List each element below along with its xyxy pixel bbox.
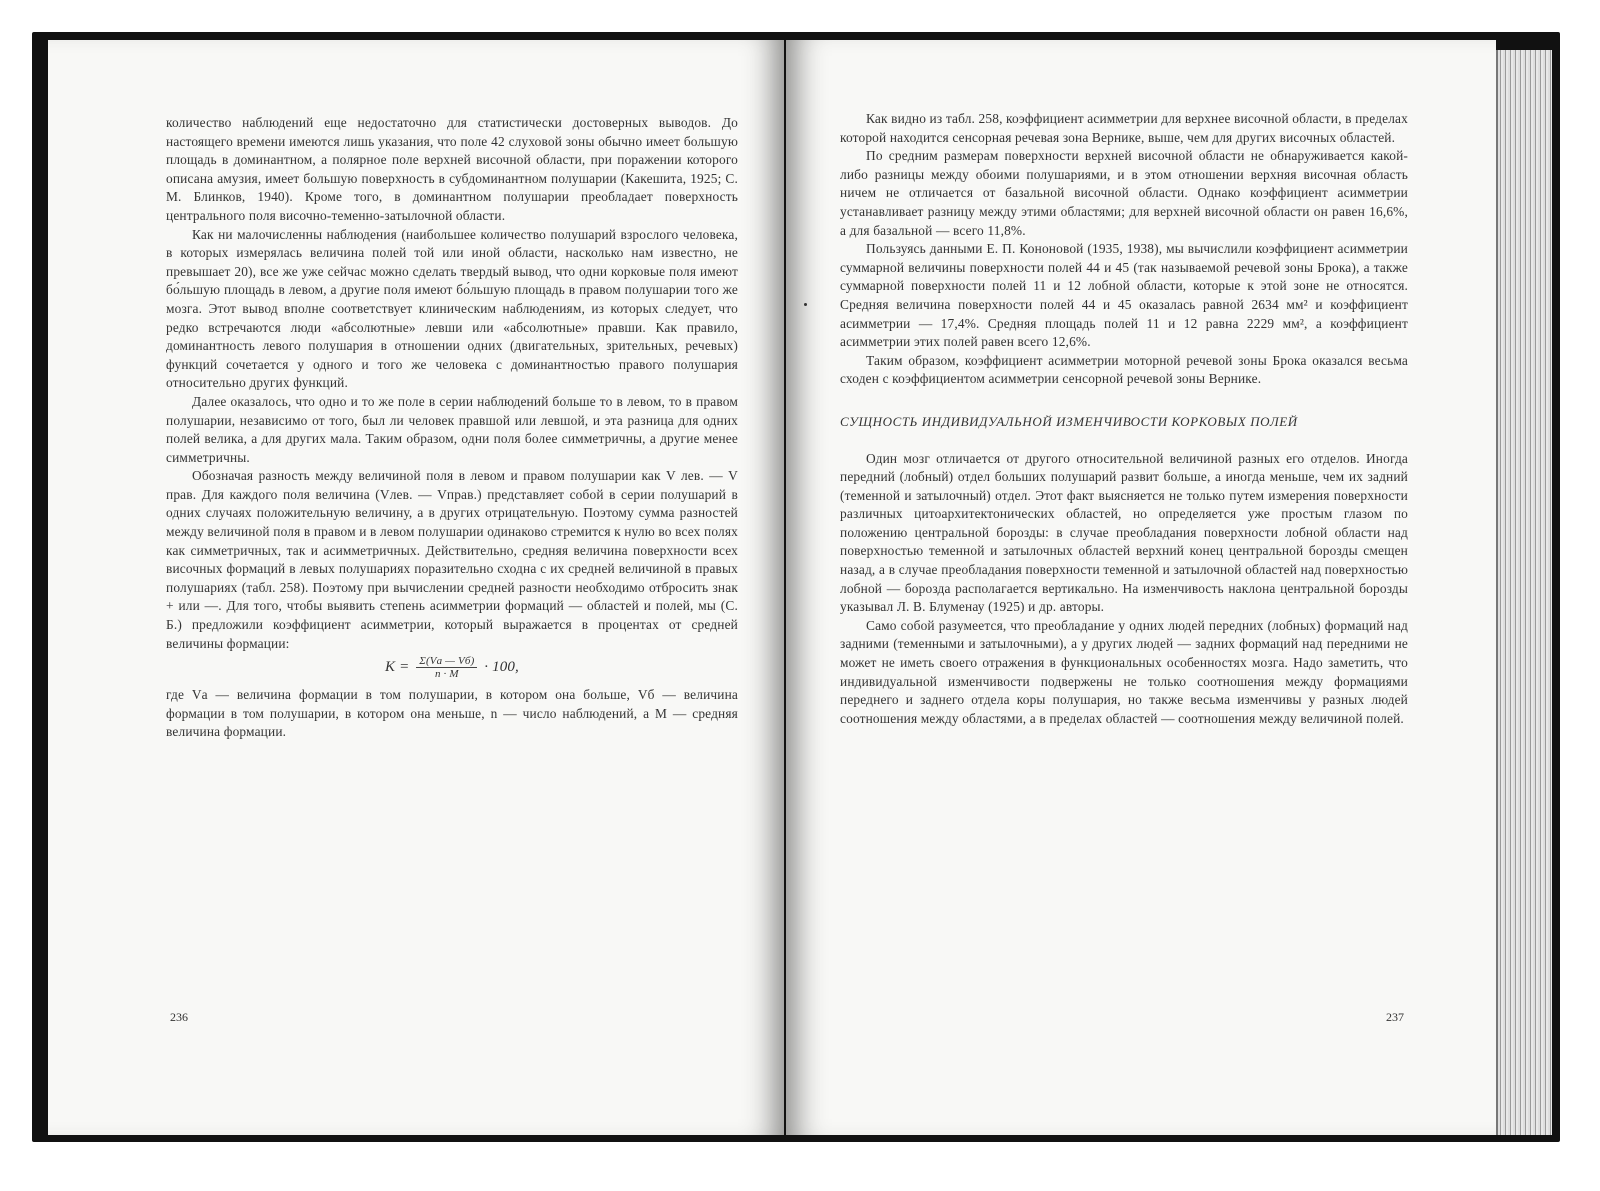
left-page-number: 236 xyxy=(170,1010,188,1024)
right-paragraph-1: Как видно из табл. 258, коэффициент асимметрии для верхнее височной области, в пределах которой находится сенсорная речевая зона Вернике, выше, чем для других височных областей. xyxy=(840,111,1408,145)
section-heading: СУЩНОСТЬ ИНДИВИДУАЛЬНОЙ ИЗМЕНЧИВОСТИ КОРКОВЫХ ПОЛЕЙ xyxy=(840,413,1298,429)
right-paragraph-4: Таким образом, коэффициент асимметрии моторной речевой зоны Брока оказался весьма сходен с коэффициентом асимметрии сенсорной речевой зоны Вернике. xyxy=(840,352,1408,387)
right-paragraph-3: Пользуясь данными Е. П. Кононовой (1935, 1938), мы вычислили коэффициент асимметрии суммарной величины поверхности полей 44 и 45 (так называемой речевой зоны Брока), а также суммарной поверхности полей 11 и 12 лобной области, которые к этой зоне не относятся. Средняя величина поверхности полей 44 и 45 оказалась равной 2634 мм² и коэффициент асимметрии — 17,4%. Средняя площадь полей 11 и 12 равна 2229 мм², а коэффициент асимметрии этих полей равен всего 12,6%. xyxy=(840,241,1408,350)
left-paragraph-after-formula: где Vа — величина формации в том полушарии, в котором она больше, Vб — величина формации в том полушарии, в котором она меньше, n — число наблюдений, а M — средняя величина формации. xyxy=(166,687,738,740)
right-page xyxy=(786,40,1496,1135)
page-edges xyxy=(1496,50,1552,1135)
right-page-text xyxy=(840,110,1408,728)
right-page-number: 237 xyxy=(1386,1010,1404,1024)
formula-rhs: · 100, xyxy=(484,659,519,676)
left-page-text xyxy=(166,114,738,742)
left-paragraph-1: количество наблюдений еще недостаточно для статистически достоверных выводов. До настоящего времени имеются лишь указания, что поле 42 слуховой зоны обычно имеет большую площадь в доминантном, а полярное поле верхней височной области, при поражении которого описана амузия, имеет большую поверхность в субдоминантном полушарии (Какешита, 1925; С. М. Блинков, 1940). Кроме того, в доминантном полушарии преобладает поверхность центрального поля височно-теменно-затылочной области. xyxy=(166,115,738,223)
left-paragraph-4: Обозначая разность между величиной поля в левом и правом полушарии как V лев. — V прав. Для каждого поля величина (Vлев. — Vправ.) представляет собой в серии полушарий в одних случаях положительную величину, а в других отрицательную. Поэтому сумма разностей между величиной поля в правом и в левом полушарии одинаково стремится к нулю во всех полях как симметричных, так и асимметричных. Действительно, средняя величина поверхности всех височных формаций в левых полушариях поразительно сходна с их средней величиной в правых полушариях (табл. 258). Поэтому при вычислении средней разности необходимо отбросить знак + или —. Для того, чтобы выявить степень асимметрии формаций — областей и полей, мы (С. Б.) предложили коэффициент асимметрии, который выражается в процентах от средней величины формации: xyxy=(166,468,738,651)
formula-numerator: Σ(Vа — Vб) xyxy=(416,655,477,668)
margin-dot xyxy=(804,303,807,306)
formula-lhs: K = xyxy=(385,659,410,676)
formula-denominator: n · M xyxy=(434,668,459,681)
left-paragraph-2: Как ни малочисленны наблюдения (наибольшее количество полушарий взрослого человека, в которых измерялась величина полей той или иной области, насколько нам известно, не превышает 20), все же уже сейчас можно сделать твердый вывод, что одни корковые поля имеют бо́льшую площадь в левом, а другие поля имеют бо́льшую площадь в правом полушарии того же мозга. Этот вывод вполне соответствует клиническим наблюдениям, из которых следует, что редко встречаются люди «абсолютные» левши или «абсолютные» правши. Как правило, доминантность левого полушария в отношении одних (двигательных, зрительных, речевых) функций сочетается у одного и того же человека с доминантностью правого полушария относительно других функций. xyxy=(166,226,738,391)
left-page xyxy=(48,40,784,1135)
right-paragraph-5: Один мозг отличается от другого относительной величиной разных его отделов. Иногда передний (лобный) отдел больших полушарий развит больше, а иногда меньше, чем их задний (теменной и затылочный) отдел. Этот факт выясняется не только путем измерения поверхности различных цитоархитектонических областей, но определяется уже простым глазом по положению центральной борозды: в случае преобладания поверхности лобной области над поверхностью теменной и затылочных областей верхний конец центральной борозды смещен назад, а в случае преобладания поверхности теменной и затылочной областей над поверхностью лобной — борозда располагается вертикально. На изменчивость наклона центральной борозды указывал Л. В. Блуменау (1925) и др. авторы. xyxy=(840,450,1408,615)
left-paragraph-3: Далее оказалось, что одно и то же поле в серии наблюдений больше то в левом, то в правом полушарии, независимо от того, был ли человек правшой или левшой, и эта разница для одних полей велика, а для других мала. Таким образом, одни поля более симметричны, а другие менее симметричны. xyxy=(166,393,738,465)
formula-fraction xyxy=(416,655,477,680)
asymmetry-formula xyxy=(166,655,738,680)
right-paragraph-2: По средним размерам поверхности верхней височной области не обнаруживается какой-либо разницы между обоими полушариями, и в этом отношении верхняя височная область ничем не отличается от базальной височной области. Однако коэффициент асимметрии устанавливает разницу между этими областями; для верхней височной области он равен 16,6%, а для базальной — всего 11,8%. xyxy=(840,148,1408,238)
right-paragraph-6: Само собой разумеется, что преобладание у одних людей передних (лобных) формаций над задними (теменными и затылочными), а у других людей — задних формаций над передними не может не иметь своего отражения в функциональных особенностях мозга. Надо заметить, что индивидуальной изменчивости подвержены не только соотношения между формациями переднего и заднего отдела коры полушария, но также весьма изменчивы у разных людей соотношения между областями, а в пределах областей — соотношения между величиной полей. xyxy=(840,617,1408,726)
